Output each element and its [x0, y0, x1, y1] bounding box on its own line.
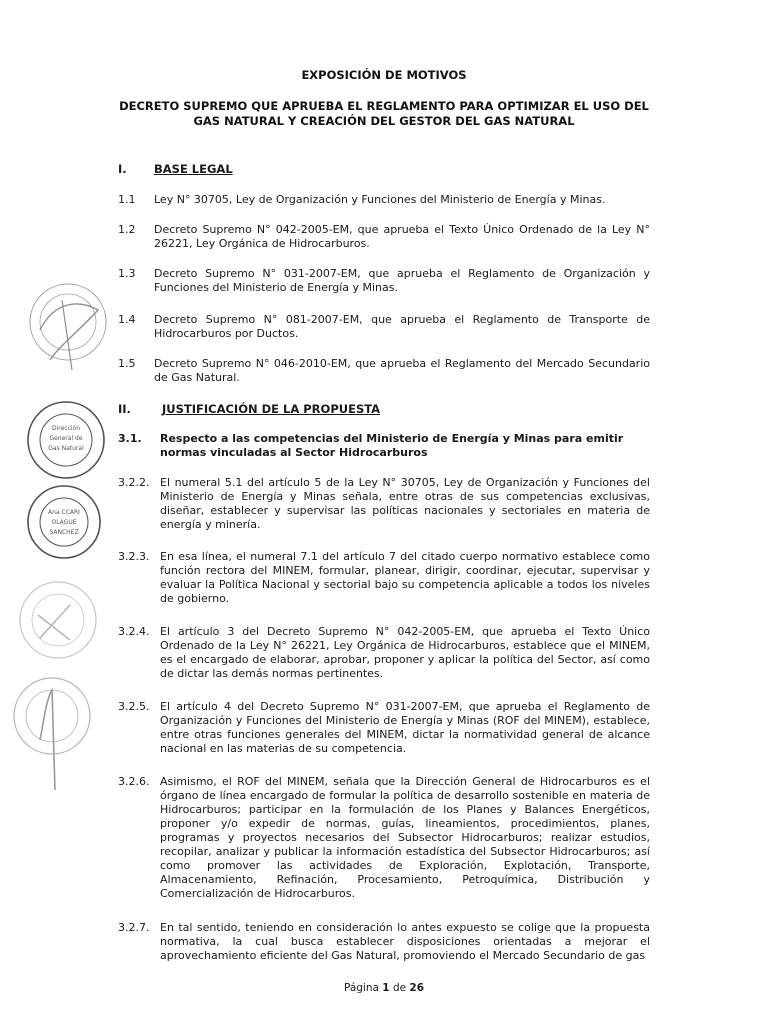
item-text: El artículo 3 del Decreto Supremo N° 042-2005-EM, que aprueba el Texto Único Ordenado de la Ley N° 26221, Ley Orgánica de Hidrocarburos, establece que el MINEM, es el encargado de elaborar, aprobar, proponer y aplicar la política del Sector, así como de dictar las demás normas pertinentes. — [160, 625, 650, 680]
item-text: Ley N° 30705, Ley de Organización y Funciones del Ministerio de Energía y Minas. — [154, 193, 606, 206]
seal-stamp-2 — [28, 402, 104, 478]
footer-total: 26 — [409, 982, 425, 994]
section-number: II. — [118, 402, 131, 416]
page-footer — [0, 982, 768, 994]
item-text: En tal sentido, teniendo en consideración lo antes expuesto se colige que la propuesta normativa, la cual busca establecer disposiciones orientadas a mejorar el aprovechamiento eficiente del Gas Natural, promoviendo el Mercado Secundario de gas — [160, 921, 650, 962]
item-number: 1.4 — [118, 313, 136, 326]
document-subtitle: DECRETO SUPREMO QUE APRUEBA EL REGLAMENTO PARA OPTIMIZAR EL USO DEL GAS NATURAL Y CREACIÓN DEL GESTOR DEL GAS NATURAL — [119, 99, 649, 128]
seal-stamp-4 — [20, 582, 96, 658]
subsection-number: 3.1. — [118, 432, 142, 445]
section-title: BASE LEGAL — [154, 162, 233, 176]
item-number: 3.2.3. — [118, 550, 150, 563]
item-number: 3.2.5. — [118, 700, 150, 713]
svg-text:SANCHEZ: SANCHEZ — [49, 529, 79, 536]
footer-page: 1 — [382, 982, 390, 994]
item-text: Decreto Supremo N° 081-2007-EM, que aprueba el Reglamento de Transporte de Hidrocarburos por Ductos. — [154, 313, 650, 340]
seal-stamps — [0, 0, 120, 800]
seal-stamp-3 — [28, 486, 100, 558]
item-number: 3.2.2. — [118, 476, 150, 489]
svg-text:OLAGUE: OLAGUE — [51, 519, 77, 526]
item-text: Asimismo, el ROF del MINEM, señala que la Dirección General de Hidrocarburos es el órgano de línea encargado de formular la política de desarrollo sostenible en materia de Hidrocarburos; participar en la formulación de los Planes y Balances Energéticos, proponer y/o expedir de normas, guías, lineamientos, procedimientos, planes, programas y proyectos necesarios del Subsector Hidrocarburos; realizar estudios, recopilar, analizar y publicar la información estadística del Subsector Hidrocarburos; así como promover las actividades de Exploración, Explotación, Transporte, Almacenamiento, Refinación, Procesamiento, Petroquímica, Distribución y Comercialización de Hidrocarburos. — [160, 775, 650, 900]
section-title: JUSTIFICACIÓN DE LA PROPUESTA — [162, 402, 381, 416]
item-text: El numeral 5.1 del artículo 5 de la Ley N° 30705, Ley de Organización y Funciones del Ministerio de Energía y Minas señala, entre otras de sus competencias exclusivas, diseñar, establecer y supervisar las políticas nacionales y sectoriales en materia de energía y minería. — [160, 476, 650, 531]
footer-of: de — [392, 982, 407, 994]
subsection-title: Respecto a las competencias del Ministerio de Energía y Minas para emitir normas vinculadas al Sector Hidrocarburos — [160, 432, 624, 459]
footer-prefix: Página — [343, 982, 379, 994]
item-text: Decreto Supremo N° 042-2005-EM, que aprueba el Texto Único Ordenado de la Ley N° 26221, Ley Orgánica de Hidrocarburos. — [154, 223, 650, 250]
item-number: 1.2 — [118, 223, 136, 236]
item-text: Decreto Supremo N° 031-2007-EM, que aprueba el Reglamento de Organización y Funciones del Ministerio de Energía y Minas. — [154, 267, 650, 294]
seal-stamp-1 — [30, 284, 106, 370]
svg-text:Ana CCARI: Ana CCARI — [48, 509, 80, 516]
item-text: En esa línea, el numeral 7.1 del artículo 7 del citado cuerpo normativo establece como función rectora del MINEM, formular, planear, dirigir, coordinar, ejecutar, supervisar y evaluar la Política Nacional y sectorial bajo su competencia aplicable a todos los niveles de gobierno. — [160, 550, 650, 605]
document-title: EXPOSICIÓN DE MOTIVOS — [301, 68, 467, 82]
item-text: Decreto Supremo N° 046-2010-EM, que aprueba el Reglamento del Mercado Secundario de Gas Natural. — [154, 357, 650, 384]
svg-text:Gas Natural: Gas Natural — [48, 445, 84, 452]
item-text: El artículo 4 del Decreto Supremo N° 031-2007-EM, que aprueba el Reglamento de Organización y Funciones del Ministerio de Energía y Minas (ROF del MINEM), establece, entre otras funciones generales del MINEM, dictar la normatividad general de alcance nacional en las materias de su competencia. — [160, 700, 650, 755]
item-number: 1.5 — [118, 357, 136, 370]
svg-text:General de: General de — [49, 435, 83, 442]
item-number: 1.3 — [118, 267, 136, 280]
item-number: 3.2.6. — [118, 775, 150, 788]
svg-text:Dirección: Dirección — [51, 425, 81, 432]
item-number: 3.2.7. — [118, 921, 150, 934]
item-number: 3.2.4. — [118, 625, 150, 638]
section-number: I. — [118, 162, 127, 176]
seal-stamp-5 — [14, 678, 90, 790]
item-number: 1.1 — [118, 193, 136, 206]
